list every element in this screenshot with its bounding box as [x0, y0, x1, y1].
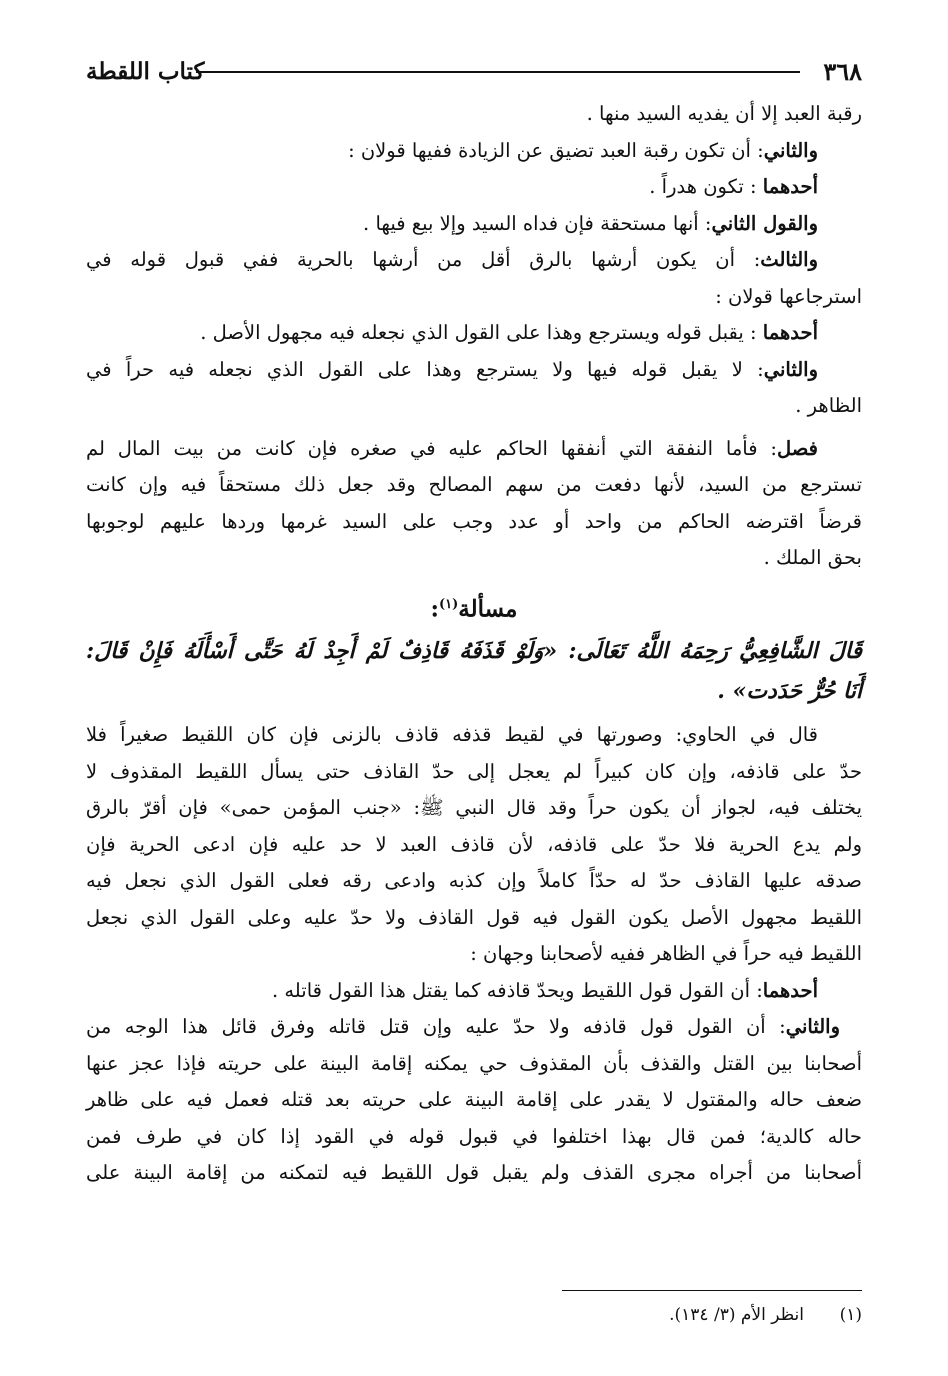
text-line: الظاهر .	[795, 394, 862, 417]
paragraph-label: أحدهما	[762, 978, 818, 1002]
paragraph-label: أحدهما	[762, 321, 818, 344]
paragraph-label: والثاني	[763, 357, 818, 381]
paragraph-second-view-line1	[86, 352, 862, 389]
page-body	[86, 96, 862, 1192]
text-line: استرجاعها قولان :	[715, 284, 862, 308]
shafii-quote-line2: أَنَا حُرٌّ حَدَدت» .	[717, 678, 862, 705]
text-line: حاله كالدية؛ فمن قال بهذا اختلفوا في قبول قوله في القود إذا كان في طرف فمن	[86, 1124, 862, 1148]
text-line: تسترجع من السيد، لأنها دفعت من سهم المصالح وقد جعل ذلك مستحقاً فيه وإن كانت	[86, 473, 862, 496]
paragraph-third-case-line1	[86, 242, 862, 279]
paragraph-label: والثاني	[763, 138, 818, 162]
footnote	[86, 1300, 862, 1330]
text-line: صدقه عليها القاذف حدّ له حدّاً كاملاً وإن كذبه وادعى رقه فعلى القول الذي نجعل فيه	[86, 869, 862, 893]
paragraph-second-case	[86, 133, 862, 170]
paragraph-text: : أن القول قول قاذفه ولا حدّ عليه وإن قتل قاتله وفرق قائل هذا الوجه من	[86, 1015, 786, 1039]
footnote-rule	[562, 1290, 862, 1291]
text-line: حدّ على قاذفه، وإن كان كبيراً لم يعجل إلى حدّ القاذف حتى يسأل اللقيط المقذوف لا	[86, 759, 862, 783]
text-line: ضعف حاله والمقتول لا يقدر على إقامة البينة على حريته بعد قتله فعمل فيه على ظاهر	[86, 1088, 862, 1112]
text-line: أصحابنا من أجراه مجرى القذف ولم يقبل قول اللقيط فيه لتمكنه من إقامة البينة على	[86, 1161, 862, 1185]
footnote-text: انظر الأم (٣/ ١٣٤).	[669, 1305, 804, 1325]
paragraph-text: : أن القول قول اللقيط ويحدّ قاذفه كما يقتل هذا القول قاتله .	[271, 978, 763, 1002]
text-line: أصحابنا بين القتل والقذف بأن المقذوف حي يمكنه إقامة البينة على حريته فإذا عجز عنها	[86, 1051, 862, 1075]
fasl-paragraph-line1	[86, 431, 862, 468]
paragraph-first-aspect	[86, 973, 862, 1010]
text-line: رقبة العبد إلا أن يفديه السيد منها .	[586, 102, 862, 125]
paragraph-second-opinion	[86, 206, 862, 243]
paragraph-first-opinion	[86, 169, 862, 206]
section-title: مسألة	[458, 595, 518, 623]
paragraph-label: والقول الثاني	[711, 211, 818, 235]
paragraph-label: والثالث	[760, 248, 818, 271]
footnote-ref: (١)	[439, 596, 459, 612]
paragraph-label: فصل	[777, 436, 818, 460]
paragraph-first-view	[86, 315, 862, 352]
running-title: كتاب اللقطة	[86, 58, 205, 85]
text-line: يختلف فيه، لجواز أن يكون حراً وقد قال النبي ﷺ: «جنب المؤمن حمى» فإن أقرّ بالرق	[86, 796, 862, 820]
text-line: ولم يدع الحرية فلا حدّ على قاذفه، لأن قاذف العبد لا حد عليه فإن ادعى الحرية فإن	[86, 832, 862, 856]
header-rule	[196, 71, 800, 73]
paragraph-label: والثاني	[785, 1015, 840, 1039]
text-line: بحق الملك .	[763, 546, 862, 569]
shafii-quote-line1: قَالَ الشَّافِعِيُّ رَحِمَهُ اللَّهُ تَعَالَى: «وَلَوْ قَذَفَهُ قَاذِفٌ لَمْ أَجِدْ لَهُ حَتَّى أَسْأَلَهُ فَإِنْ قَالَ:	[86, 638, 862, 665]
text-line: قال في الحاوي: وصورتها في لقيط قذفه قاذف بالزنى فإن كان اللقيط صغيراً فلا	[86, 723, 818, 747]
section-heading	[86, 583, 862, 632]
paragraph-label: أحدهما	[762, 175, 818, 198]
text-line: قرضاً اقترضه الحاكم من واحد أو عدد وجب على السيد غرمها وردها عليهم لوجوبها	[86, 509, 862, 533]
paragraph-text: : أنها مستحقة فإن فداه السيد وإلا بيع فيها .	[363, 211, 712, 235]
footnote-number: (١)	[839, 1305, 862, 1325]
text-line: اللقيط مجهول الأصل يكون القول فيه قول القاذف ولا حدّ عليه وعلى القول الذي نجعل	[86, 905, 862, 929]
page-number: ٣٦٨	[823, 57, 862, 86]
paragraph-text: : لا يقبل قوله فيها ولا يسترجع وهذا على القول الذي نجعله فيه حراً في	[86, 357, 764, 381]
paragraph-text: : أن يكون أرشها بالرق أقل من أرشها بالحرية ففي قبول قوله في	[86, 248, 761, 271]
text-line: اللقيط فيه حراً في الظاهر ففيه لأصحابنا وجهان :	[470, 942, 862, 966]
paragraph-text: : تكون هدراً .	[649, 175, 763, 198]
paragraph-text: : أن تكون رقبة العبد تضيق عن الزيادة ففيها قولان :	[348, 138, 764, 162]
paragraph-second-aspect-line1	[86, 1009, 862, 1046]
page-header	[86, 52, 862, 92]
section-colon: :	[430, 595, 439, 623]
paragraph-text: : يقبل قوله ويسترجع وهذا على القول الذي نجعله فيه مجهول الأصل .	[200, 321, 763, 344]
paragraph-text: : فأما النفقة التي أنفقها الحاكم عليه في صغره فإن كانت من بيت المال لم	[86, 436, 777, 460]
